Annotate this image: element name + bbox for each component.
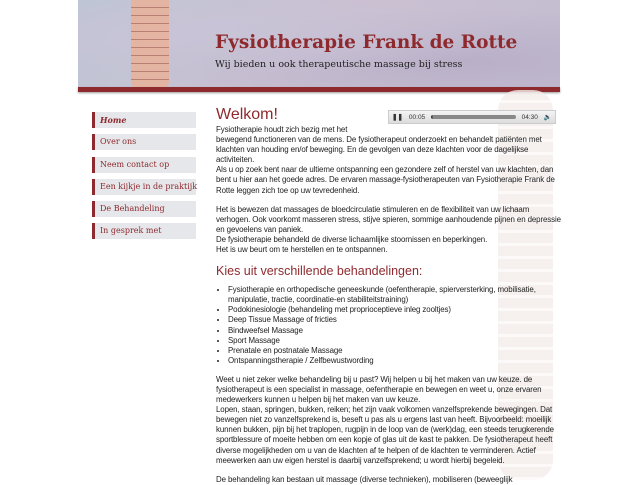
seek-bar[interactable] xyxy=(431,115,515,119)
header-banner xyxy=(78,0,560,88)
list-item: • Deep Tissue Massage of fricties xyxy=(228,315,561,325)
text: Weet u niet zeker welke behandeling bij u past? Wij helpen u bij het maken van uw keuze. de fysiotherapeut is een specialist in massage, oefentherapie en bewegen en weet u, onze ervaren medewerkers kunnen u helpen bij het maken van uw keuze. xyxy=(216,374,542,405)
intro-paragraph xyxy=(216,125,561,196)
page-heading: Welkom! xyxy=(216,106,278,123)
list-item: • Ontspanningstherapie / Zelfbewustwording xyxy=(228,356,561,366)
section-heading: Kies uit verschillende behandelingen: xyxy=(216,264,423,279)
duration: 04:30 xyxy=(521,113,538,121)
current-time: 00:05 xyxy=(408,113,426,121)
pause-icon[interactable]: ❚❚ xyxy=(392,114,403,121)
text: Het is bewezen dat massages de bloedcirculatie stimuleren en de flexibiliteit van uw lichaam verhogen. Ook voorkomt masseren stress, stijve spieren, sommige aanhoudende pijnen en depressie en gevoelens van paniek. xyxy=(216,204,561,234)
site-subtitle: Wij bieden u ook therapeutische massage bij stress xyxy=(215,59,463,70)
nav-item-home[interactable]: Home xyxy=(92,112,196,128)
audio-player xyxy=(388,110,556,124)
spine-image xyxy=(131,0,169,88)
main-content xyxy=(216,106,561,485)
text: Het is uw beurt om te herstellen en te ontspannen. xyxy=(216,245,388,255)
header-divider xyxy=(78,87,560,92)
massage-paragraph xyxy=(216,205,561,255)
nav-item-behandeling[interactable]: De Behandeling xyxy=(92,201,196,217)
list-item: • Podokinesiologie (behandeling met proprioceptieve inleg zooltjes) xyxy=(228,305,561,315)
text: Als u op zoek bent naar de ultieme ontspanning een gezondere zelf of herstel van uw klachten, dan bent u hier aan het goede adres. De ervaren massage-fysiotherapeuten van Fysiotherapie Frank de Rotte leggen zich toe op uw tevredenheid. xyxy=(216,165,555,195)
treatment-list xyxy=(228,285,561,366)
volume-icon[interactable]: 🔈 xyxy=(543,114,552,121)
text: bewegend functioneren van de mens. De fysiotherapeut onderzoekt en behandelt patiënten met klachten van houding en/of beweging. En de gevolgen van deze klachten voor de dagelijkse activiteiten. xyxy=(216,135,542,165)
nav-item-contact[interactable]: Neem contact op xyxy=(92,157,196,173)
text: Lopen, staan, springen, bukken, reiken; het zijn vaak volkomen vanzelfsprekende bewegingen. Dat bewegen niet zo vanzelfsprekend is, beseft u pas als u ergens last van heeft. Bijvoorbeeld: moeilijk kunnen bukken, pijn bij het traplopen, rugpijn in de loop van de (werk)dag, een steeds terugkerende sportblessure of moeite hebben om een kopje of glas uit de kast te pakken. De fysiotherapeut heeft diverse mogelijkheden om u van de klachten af te helpen of de klachten te verminderen. Actief meewerken aan uw eigen herstel is daarbij vanzelfsprekend; u wordt hierbij begeleid. xyxy=(216,405,554,465)
treatment-paragraph: De behandeling kan bestaan uit massage (diverse technieken), mobiliseren (beweeglijk xyxy=(216,474,513,484)
sidebar-nav xyxy=(92,112,196,246)
page xyxy=(78,0,561,484)
site-title: Fysiotherapie Frank de Rotte xyxy=(215,32,518,53)
text: De fysiotherapie behandeld de diverse lichaamlijke stoornissen en beperkingen. xyxy=(216,234,488,244)
list-item: • Prenatale en postnatale Massage xyxy=(228,346,561,356)
list-item: • Fysiotherapie en orthopedische geneeskunde (oefentherapie, spierversterking, mobilisatie, manipulatie, tractie, coordinatie-en stabiliteitstraining) xyxy=(228,285,561,305)
choice-paragraph xyxy=(216,375,561,466)
nav-item-in-gesprek[interactable]: In gesprek met xyxy=(92,223,196,239)
list-item: • Bindweefsel Massage xyxy=(228,326,561,336)
text: Fysiotherapie houdt zich bezig met het xyxy=(216,125,348,134)
list-item: • Sport Massage xyxy=(228,336,561,346)
nav-item-praktijk[interactable]: Een kijkje in de praktijk xyxy=(92,179,196,195)
nav-item-over-ons[interactable]: Over ons xyxy=(92,134,196,150)
